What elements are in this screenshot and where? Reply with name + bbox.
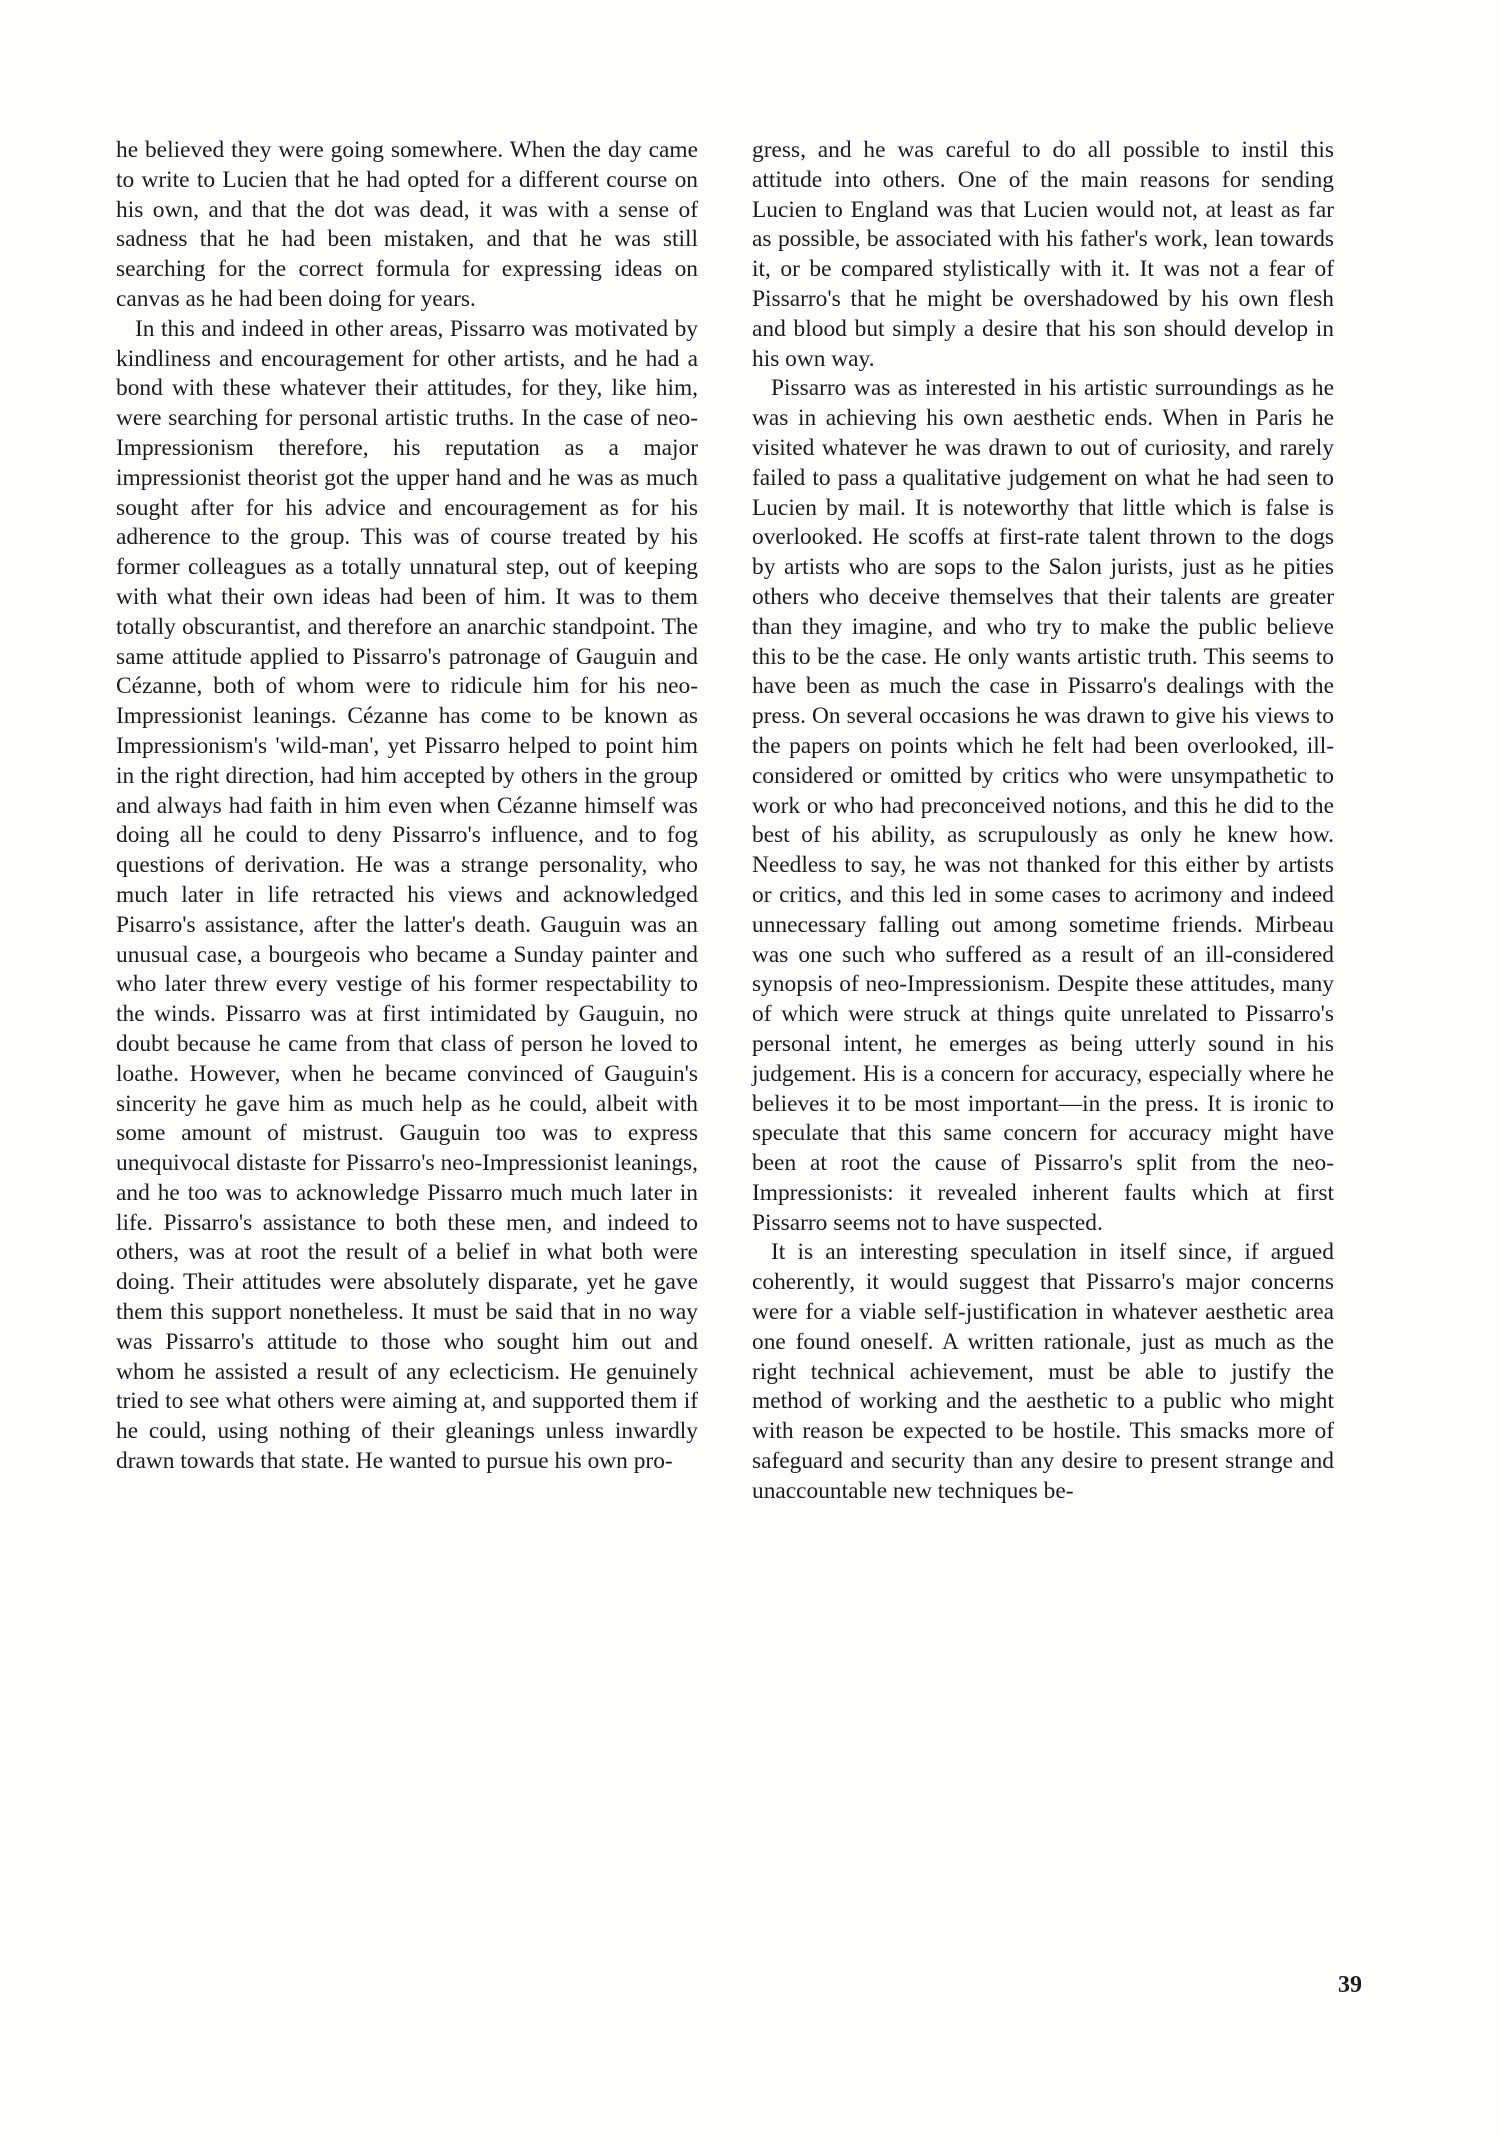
paragraph: gress, and he was careful to do all possible to instil this attitude into others. One of the main reasons for sending Lucien to England was that Lucien would not, at least as far as possible, be associated with his father's work, lean towards it, or be compared stylistically with it. It was not a fear of Pissarro's that he might be overshadowed by his own flesh and blood but simply a desire that his son should develop in his own way.: [752, 137, 1334, 372]
paragraph: It is an interesting speculation in itself since, if argued coherently, it would suggest that Pissarro's major concerns were for a viable self-justification in whatever aesthetic area one found oneself. A written rationale, just as much as the right technical achievement, must be able to justify the method of working and the aesthetic to a public who might with reason be expected to be hostile. This smacks more of safeguard and security than any desire to present strange and unaccountable new techniques be-: [752, 1239, 1334, 1504]
page-number: 39: [1338, 1972, 1362, 1998]
paragraph: he believed they were going somewhere. When the day came to write to Lucien that he had opted for a different course on his own, and that the dot was dead, it was with a sense of sadness that he had been mistaken, and that he was still searching for the correct formula for expressing ideas on canvas as he had been doing for years.: [116, 137, 698, 312]
right-text-column: [752, 136, 1334, 1507]
paragraph: In this and indeed in other areas, Pissarro was motivated by kindliness and encouragement for other artists, and he had a bond with these whatever their attitudes, for they, like him, were searching for personal artistic truths. In the case of neo-Impressionism therefore, his reputation as a major impressionist theorist got the upper hand and he was as much sought after for his advice and encouragement as for his adherence to the group. This was of course treated by his former colleagues as a totally unnatural step, out of keeping with what their own ideas had been of him. It was to them totally obscurantist, and therefore an anarchic standpoint. The same attitude applied to Pissarro's patronage of Gauguin and Cézanne, both of whom were to ridicule him for his neo-Impressionist leanings. Cézanne has come to be known as Impressionism's 'wild-man', yet Pissarro helped to point him in the right direction, had him accepted by others in the group and always had faith in him even when Cézanne himself was doing all he could to deny Pissarro's influence, and to fog questions of derivation. He was a strange personality, who much later in life retracted his views and acknowledged Pisarro's assistance, after the latter's death. Gauguin was an unusual case, a bourgeois who became a Sunday painter and who later threw every vestige of his former respectability to the winds. Pissarro was at first intimidated by Gauguin, no doubt because he came from that class of person he loved to loathe. However, when he became convinced of Gauguin's sincerity he gave him as much help as he could, albeit with some amount of mistrust. Gauguin too was to express unequivocal distaste for Pissarro's neo-Impressionist leanings, and he too was to acknowledge Pissarro much much later in life. Pissarro's assistance to both these men, and indeed to others, was at root the result of a belief in what both were doing. Their attitudes were absolutely disparate, yet he gave them this support nonetheless. It must be said that in no way was Pissarro's attitude to those who sought him out and whom he assisted a result of any eclecticism. He genuinely tried to see what others were aiming at, and supported them if he could, using nothing of their gleanings unless inwardly drawn towards that state. He wanted to pursue his own pro-: [116, 315, 698, 1475]
paragraph: Pissarro was as interested in his artistic surroundings as he was in achieving his own aesthetic ends. When in Paris he visited whatever he was drawn to out of curiosity, and rarely failed to pass a qualitative judgement on what he had seen to Lucien by mail. It is noteworthy that little which is false is overlooked. He scoffs at first-rate talent thrown to the dogs by artists who are sops to the Salon jurists, just as he pities others who deceive themselves that their talents are greater than they imagine, and who try to make the public believe this to be the case. He only wants artistic truth. This seems to have been as much the case in Pissarro's dealings with the press. On several occasions he was drawn to give his views to the papers on points which he felt had been overlooked, ill-considered or omitted by critics who were unsympathetic to work or who had preconceived notions, and this he did to the best of his ability, as scrupulously as only he knew how. Needless to say, he was not thanked for this either by artists or critics, and this led in some cases to acrimony and indeed unnecessary falling out among sometime friends. Mirbeau was one such who suffered as a result of an ill-considered synopsis of neo-Impressionism. Despite these attitudes, many of which were struck at things quite unrelated to Pissarro's personal intent, he emerges as being utterly sound in his judgement. His is a concern for accuracy, especially where he believes it to be most important—in the press. It is ironic to speculate that this same concern for accuracy might have been at root the cause of Pissarro's split from the neo-Impressionists: it revealed inherent faults which at first Pissarro seems not to have suspected.: [752, 375, 1334, 1236]
left-text-column: [116, 136, 698, 1477]
